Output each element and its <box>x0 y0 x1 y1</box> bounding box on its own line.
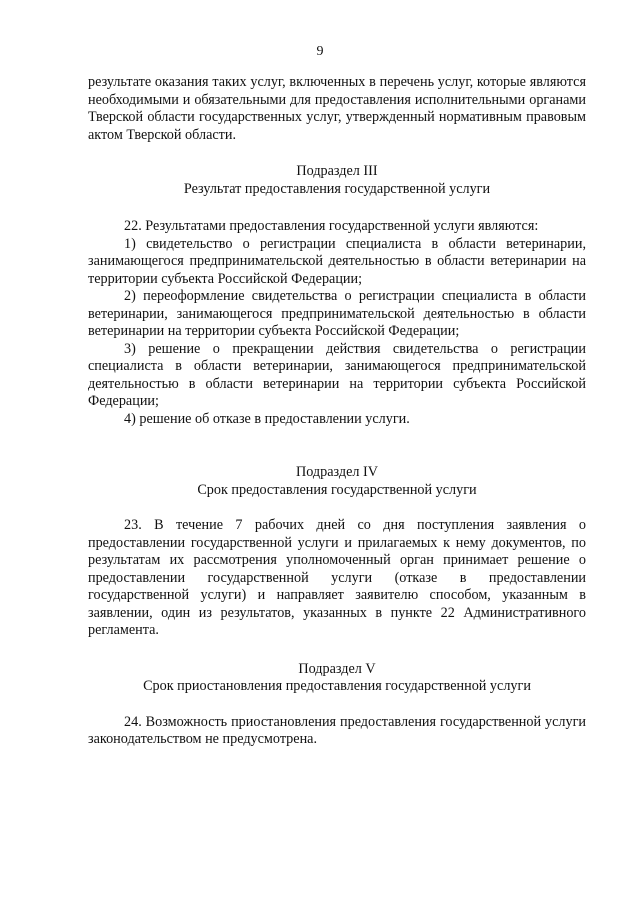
subsection-5-subtitle: Срок приостановления предоставления государственной услуги <box>143 678 531 694</box>
paragraph-24: 24. Возможность приостановления предоставления государственной услуги законодательством не предусмотрена. <box>88 713 586 747</box>
paragraph-22: 22. Результатами предоставления государственной услуги являются: <box>124 218 539 234</box>
subsection-4 <box>88 464 586 640</box>
document-body <box>88 74 586 749</box>
subsection-3 <box>88 163 586 428</box>
list-item: 3) решение о прекращении действия свидетельства о регистрации специалиста в области ветеринарии, занимающегося предпринимательской деятельностью в области ветеринарии на территории субъекта Российской Федерации; <box>88 340 586 409</box>
subsection-5 <box>88 661 586 749</box>
list-item: 4) решение об отказе в предоставлении услуги. <box>124 410 410 427</box>
list-item: 1) свидетельство о регистрации специалиста в области ветеринарии, занимающегося предпринимательской деятельностью в области ветеринарии на территории субъекта Российской Федерации; <box>88 235 586 287</box>
page-number: 9 <box>316 44 324 59</box>
intro-paragraph: результате оказания таких услуг, включенных в перечень услуг, которые являются необходимыми и обязательными для предоставления исполнительными органами Тверской области государственных услуг, утвержденный нормативным правовым актом Тверской области. <box>88 74 586 143</box>
subsection-5-title: Подраздел V <box>298 660 376 677</box>
paragraph-23: 23. В течение 7 рабочих дней со дня поступления заявления о предоставлении государственной услуги и прилагаемых к нему документов, по результатам их рассмотрения уполномоченный орган принимает решение о предоставлении государственной услуги (отказе в предоставлении государственной услуги) и направляет заявителю способом, указанным в заявлении, один из результатов, указанных в пункте 22 Административного регламента. <box>88 517 586 638</box>
subsection-3-subtitle: Результат предоставления государственной услуги <box>183 180 491 197</box>
subsection-4-subtitle: Срок предоставления государственной услуги <box>197 481 477 498</box>
subsection-4-title: Подраздел IV <box>295 464 378 480</box>
subsection-3-title: Подраздел III <box>296 163 378 179</box>
list-item: 2) переоформление свидетельства о регистрации специалиста в области ветеринарии, занимающегося предпринимательской деятельностью в области ветеринарии на территории субъекта Российской Федерации; <box>88 288 586 339</box>
